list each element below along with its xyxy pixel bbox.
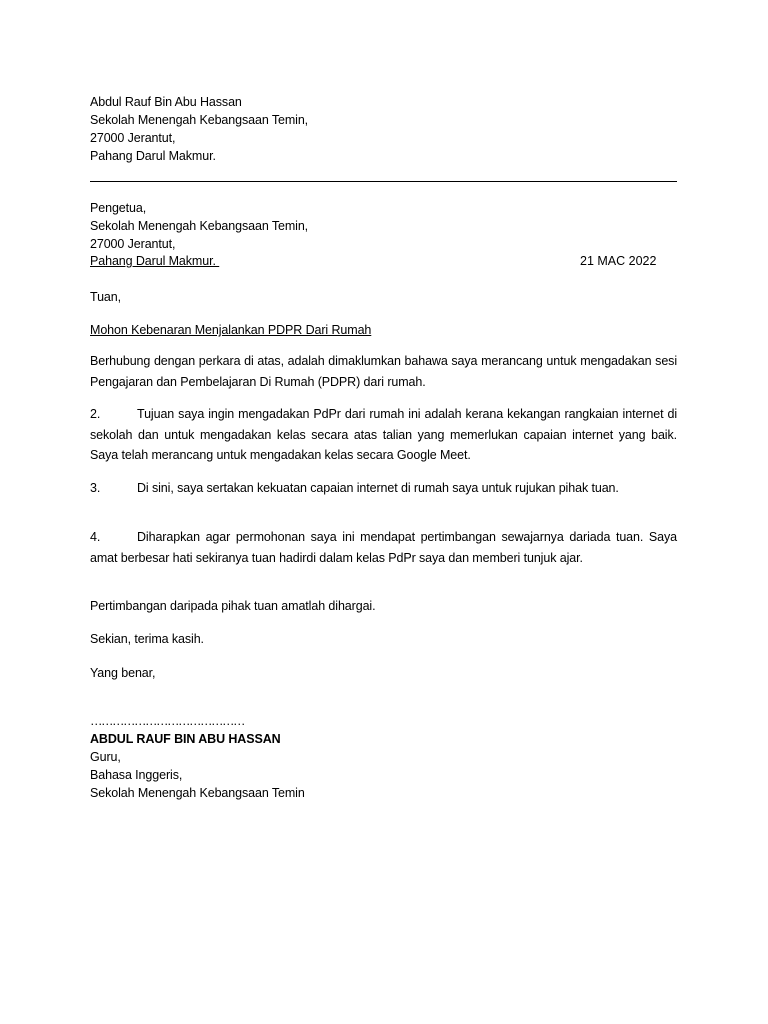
closing-thanks: Sekian, terima kasih. [90,632,204,646]
signatory-subject: Bahasa Inggeris, [90,768,183,782]
body-paragraph-1: Berhubung dengan perkara di atas, adalah dimaklumkan bahawa saya merancang untuk mengadakan sesi Pengajaran dan Pembelajaran Di Rumah (PDPR) dari rumah. [90,354,677,389]
paragraph-4-number: 4. [90,530,101,544]
closing-sign-off: Yang benar, [90,666,156,680]
signatory-name: ABDUL RAUF BIN ABU HASSAN [90,732,281,746]
closing-appreciation: Pertimbangan daripada pihak tuan amatlah dihargai. [90,599,376,613]
salutation: Tuan, [90,290,122,304]
recipient-state: Pahang Darul Makmur. [90,254,220,268]
paragraph-3-text: Di sini, saya sertakan kekuatan capaian internet di rumah saya untuk rujukan pihak tuan. [137,481,619,495]
signature-line: …………………………………… [90,714,244,728]
paragraph-3-number: 3. [90,481,101,495]
body-paragraph-2 [90,404,677,466]
recipient-title: Pengetua, [90,201,147,215]
body-paragraph-4 [90,527,677,568]
recipient-postcode-city: 27000 Jerantut, [90,237,176,251]
sender-state: Pahang Darul Makmur. [90,149,216,163]
body-paragraph-3 [90,478,677,499]
paragraph-2-number: 2. [90,407,101,421]
letter-date: 21 MAC 2022 [580,254,657,268]
signatory-position: Guru, [90,750,121,764]
signatory-school: Sekolah Menengah Kebangsaan Temin [90,786,305,800]
letterhead-divider [90,181,677,182]
paragraph-4-text: Diharapkan agar permohonan saya ini mendapat pertimbangan sewajarnya dariada tuan. Saya amat berbesar hati sekiranya tuan hadirdi dalam kelas PdPr saya dan memberi tunjuk ajar. [90,530,677,565]
sender-name: Abdul Rauf Bin Abu Hassan [90,95,242,109]
paragraph-2-text: Tujuan saya ingin mengadakan PdPr dari rumah ini adalah kerana kekangan rangkaian internet di sekolah dan untuk mengadakan kelas secara atas talian yang memerlukan capaian internet yang baik. Saya telah merancang untuk mengadakan kelas secara Google Meet. [90,407,677,462]
sender-postcode-city: 27000 Jerantut, [90,131,176,145]
letter-subject: Mohon Kebenaran Menjalankan PDPR Dari Rumah [90,323,372,337]
sender-school: Sekolah Menengah Kebangsaan Temin, [90,113,309,127]
recipient-school: Sekolah Menengah Kebangsaan Temin, [90,219,309,233]
